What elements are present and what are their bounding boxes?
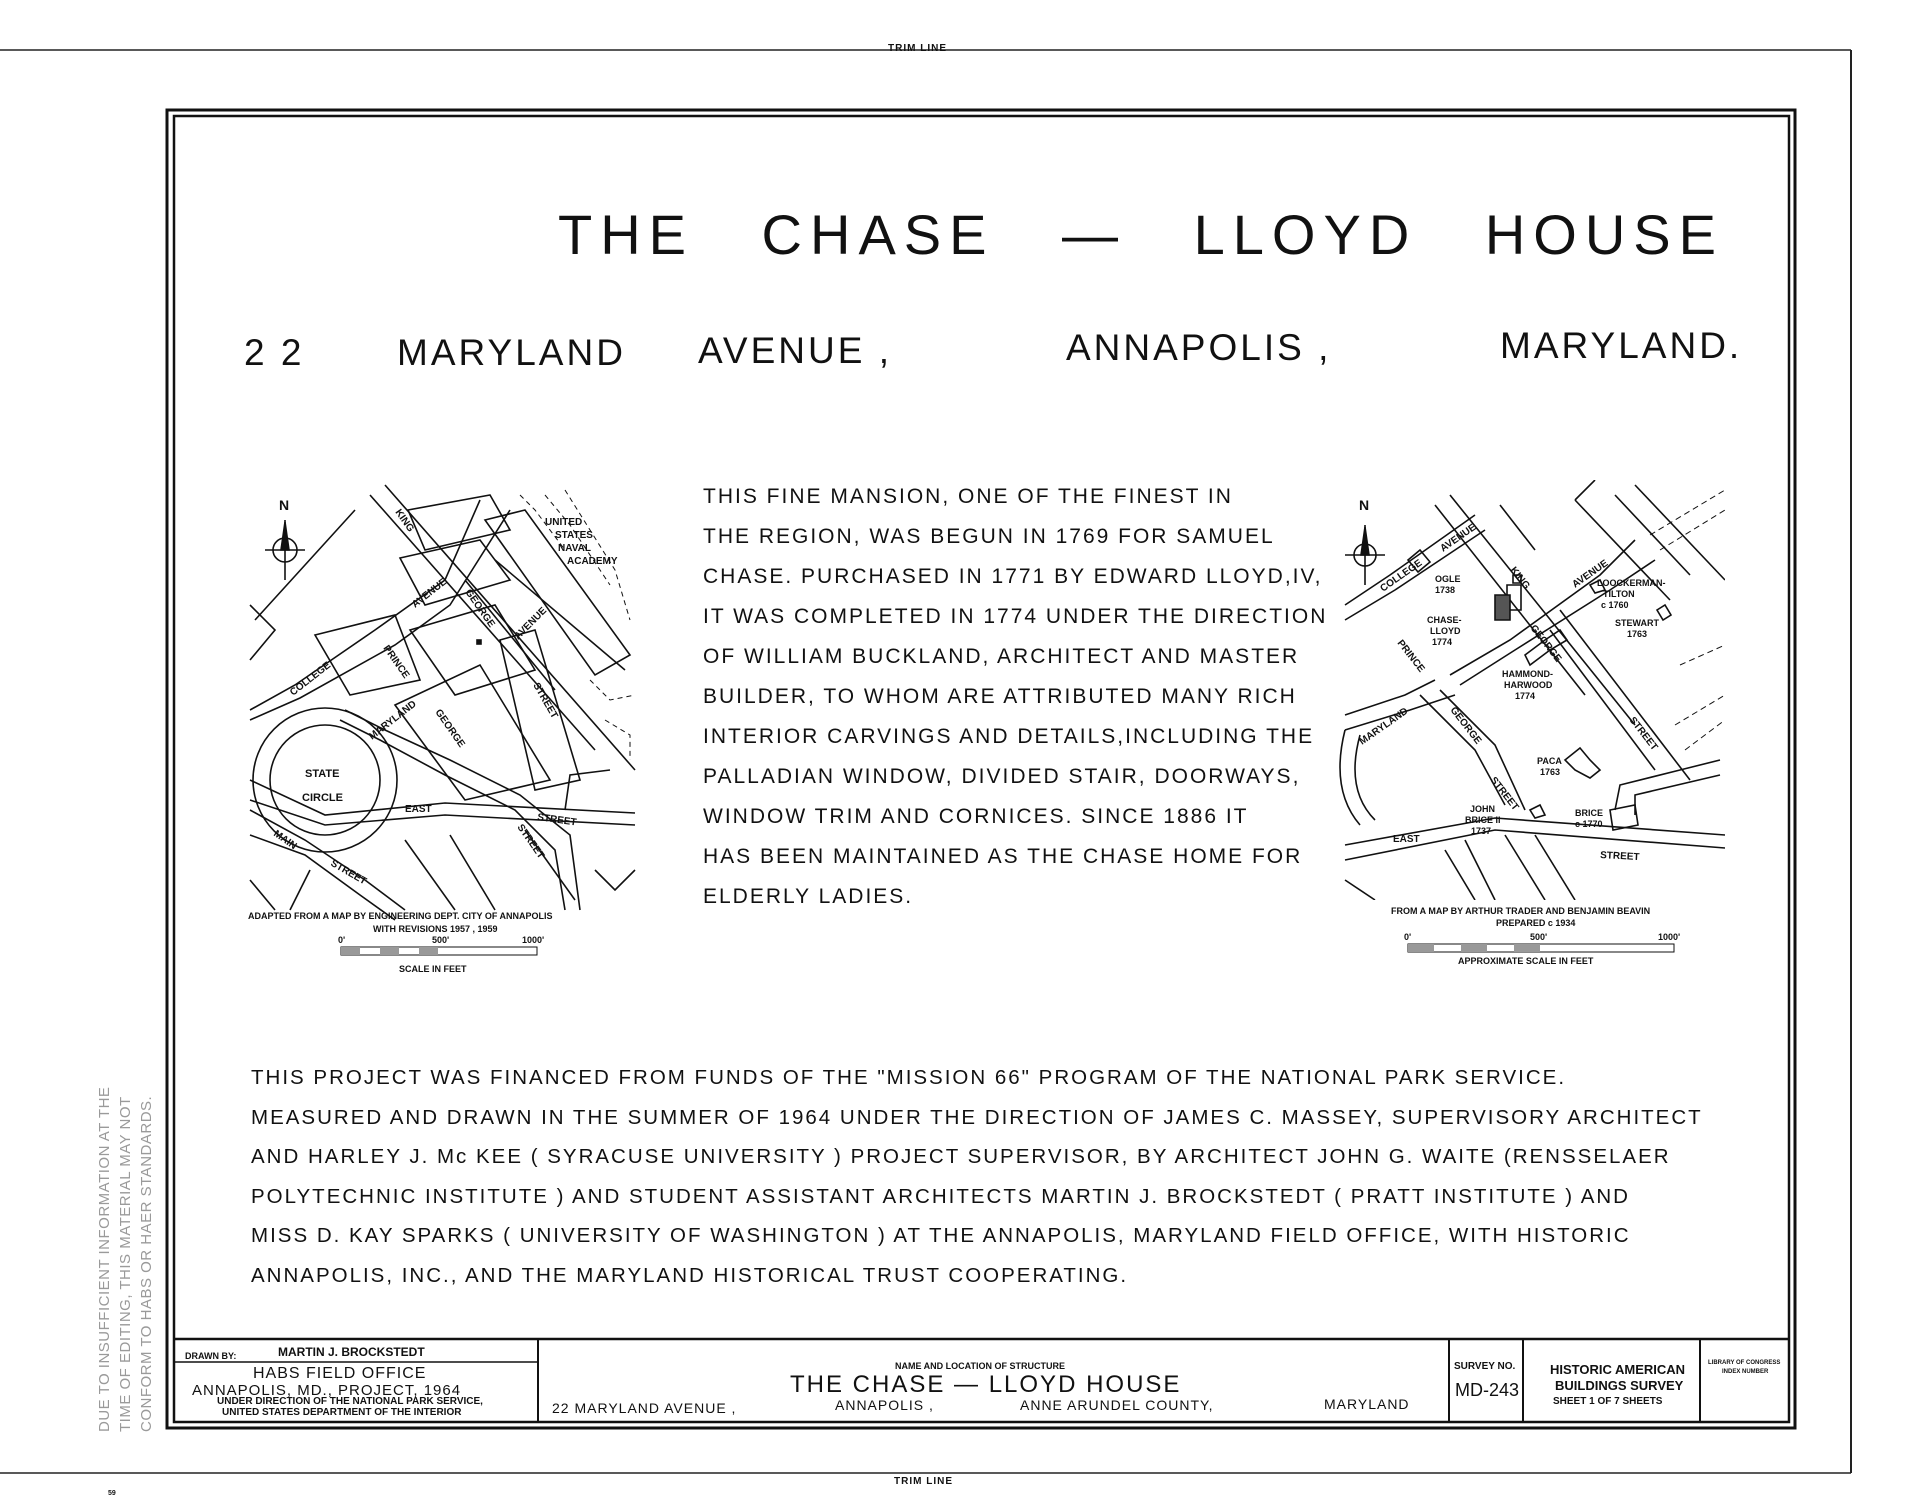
left-map-label: STREET bbox=[536, 812, 578, 829]
address-avenue: AVENUE , bbox=[698, 330, 892, 371]
right-scale-tick-1000: 1000' bbox=[1658, 932, 1681, 942]
right-map-label: STREET bbox=[1487, 775, 1521, 813]
trim-line-bottom: TRIM LINE bbox=[894, 1476, 953, 1487]
right-map-label: BRICE bbox=[1575, 808, 1604, 818]
right-map-label: 1774 bbox=[1432, 637, 1453, 647]
right-map-label: 1763 bbox=[1540, 767, 1561, 777]
corner-mark: 59 bbox=[108, 1490, 116, 1497]
drawn-by-label: DRAWN BY: bbox=[185, 1351, 237, 1361]
right-map-label: PACA bbox=[1537, 756, 1562, 766]
drawn-by-name: MARTIN J. BROCKSTEDT bbox=[278, 1345, 425, 1359]
description-line: PALLADIAN WINDOW, DIVIDED STAIR, DOORWAYS, bbox=[703, 765, 1301, 788]
right-map-label: OGLE bbox=[1435, 574, 1461, 584]
right-map-label: HAMMOND- bbox=[1502, 669, 1553, 679]
left-scale-tick-1000: 1000' bbox=[522, 935, 545, 945]
habs-office-department: UNITED STATES DEPARTMENT OF THE INTERIOR bbox=[222, 1407, 462, 1418]
right-map-label: TILTON bbox=[1603, 589, 1635, 599]
right-map-label: STREET bbox=[1626, 715, 1660, 753]
right-map-label: AVENUE bbox=[1570, 557, 1611, 591]
right-scale-tick-500: 500' bbox=[1530, 932, 1548, 942]
project-line: ANNAPOLIS, INC., AND THE MARYLAND HISTORICAL TRUST COOPERATING. bbox=[251, 1263, 1129, 1287]
stamp-line: TIME OF EDITING, THIS MATERIAL MAY NOT bbox=[117, 1096, 134, 1432]
description-line: IT WAS COMPLETED IN 1774 UNDER THE DIRECTION bbox=[703, 605, 1328, 628]
habs-office-direction: UNDER DIRECTION OF THE NATIONAL PARK SERVICE, bbox=[217, 1396, 483, 1407]
description-line: THE REGION, WAS BEGUN IN 1769 FOR SAMUEL bbox=[703, 525, 1275, 548]
right-map-label: GEORGE bbox=[1447, 705, 1484, 747]
right-map-label: HARWOOD bbox=[1504, 680, 1553, 690]
right-map-label: c 1760 bbox=[1601, 600, 1629, 610]
right-scale-label: APPROXIMATE SCALE IN FEET bbox=[1458, 956, 1594, 966]
left-map-caption-2: WITH REVISIONS 1957 , 1959 bbox=[373, 924, 498, 934]
right-map-label: AVENUE bbox=[1438, 521, 1479, 555]
structure-county: ANNE ARUNDEL COUNTY, bbox=[1020, 1397, 1214, 1413]
right-map-label: LOOCKERMAN- bbox=[1597, 578, 1666, 588]
left-map-label: STREET bbox=[530, 681, 560, 721]
right-map-label: BRICE II bbox=[1465, 815, 1501, 825]
project-line: MISS D. KAY SPARKS ( UNIVERSITY OF WASHINGTON ) AT THE ANNAPOLIS, MARYLAND FIELD OFFICE, WITH HISTORIC bbox=[251, 1224, 1631, 1247]
description-line: BUILDER, TO WHOM ARE ATTRIBUTED MANY RICH bbox=[703, 685, 1297, 708]
right-map-label: JOHN bbox=[1470, 804, 1496, 814]
right-map-label: STREET bbox=[1599, 850, 1640, 864]
right-scale-tick-0: 0' bbox=[1404, 932, 1412, 942]
description-line: CHASE. PURCHASED IN 1771 BY EDWARD LLOYD,IV, bbox=[703, 565, 1323, 588]
project-line: MEASURED AND DRAWN IN THE SUMMER OF 1964 UNDER THE DIRECTION OF JAMES C. MASSEY, SUPERVISORY ARCHITECT bbox=[251, 1105, 1703, 1129]
left-scale-tick-0: 0' bbox=[338, 935, 346, 945]
description-line: OF WILLIAM BUCKLAND, ARCHITECT AND MASTER bbox=[703, 645, 1300, 668]
right-map-label: 1763 bbox=[1627, 629, 1648, 639]
left-map-label: STATES bbox=[555, 530, 593, 541]
right-map-label: LLOYD bbox=[1430, 626, 1461, 636]
left-map-label: COLLEGE bbox=[288, 659, 333, 699]
description-line: INTERIOR CARVINGS AND DETAILS,INCLUDING THE bbox=[703, 725, 1315, 748]
right-map-north: N bbox=[1359, 497, 1370, 513]
left-map-label: GEORGE bbox=[432, 707, 467, 750]
left-map-label: STREET bbox=[328, 858, 369, 888]
library-of-congress-label: LIBRARY OF CONGRESS bbox=[1708, 1360, 1781, 1366]
address-number: 2 2 bbox=[244, 332, 305, 373]
address-street: MARYLAND bbox=[397, 332, 626, 373]
left-map-label: ACADEMY bbox=[567, 556, 618, 567]
left-scale-label: SCALE IN FEET bbox=[399, 964, 467, 974]
structure-state: MARYLAND bbox=[1324, 1396, 1410, 1412]
name-location-label: NAME AND LOCATION OF STRUCTURE bbox=[895, 1361, 1065, 1371]
left-scale-tick-500: 500' bbox=[432, 935, 450, 945]
right-map-label: KING bbox=[1507, 565, 1532, 592]
left-map-label: MAIN bbox=[271, 828, 299, 853]
left-map-label: CIRCLE bbox=[302, 792, 343, 804]
stamp-line: CONFORM TO HABS OR HAER STANDARDS. bbox=[138, 1095, 155, 1432]
left-map-label: MARYLAND bbox=[367, 698, 419, 743]
right-map-label: PRINCE bbox=[1394, 638, 1427, 675]
habs-standards-stamp bbox=[94, 1086, 157, 1432]
description-line: HAS BEEN MAINTAINED AS THE CHASE HOME FOR bbox=[703, 845, 1303, 868]
right-map-label: COLLEGE bbox=[1378, 557, 1425, 595]
left-map-label: AVENUE bbox=[410, 576, 450, 611]
description-line: THIS FINE MANSION, ONE OF THE FINEST IN bbox=[703, 485, 1233, 508]
left-map-label: EAST bbox=[405, 804, 432, 815]
right-map-caption-2: PREPARED c 1934 bbox=[1496, 918, 1576, 928]
right-map-label: GEORGE bbox=[1527, 623, 1564, 665]
left-map-label: KING bbox=[392, 507, 416, 535]
left-map-north: N bbox=[279, 497, 290, 513]
right-map-label: c 1770 bbox=[1575, 819, 1603, 829]
right-map-label: EAST bbox=[1393, 834, 1420, 845]
survey-number: MD-243 bbox=[1455, 1380, 1520, 1400]
left-map-label: GEORGE bbox=[462, 587, 497, 630]
sheet-number: SHEET 1 OF 7 SHEETS bbox=[1553, 1396, 1663, 1407]
habs-title-2: BUILDINGS SURVEY bbox=[1555, 1378, 1684, 1393]
left-map-label: PRINCE bbox=[380, 643, 412, 681]
right-map-label: 1774 bbox=[1515, 691, 1536, 701]
left-map-scale-bar bbox=[340, 946, 540, 958]
project-line: THIS PROJECT WAS FINANCED FROM FUNDS OF THE "MISSION 66" PROGRAM OF THE NATIONAL PARK SERVICE. bbox=[251, 1066, 1567, 1089]
structure-name: THE CHASE — LLOYD HOUSE bbox=[790, 1371, 1182, 1398]
right-map-label: MARYLAND bbox=[1357, 705, 1411, 748]
left-map-label: STATE bbox=[305, 768, 340, 780]
right-map-label: 1738 bbox=[1435, 585, 1456, 595]
right-map bbox=[1335, 480, 1725, 900]
left-map-label: NAVAL bbox=[558, 543, 591, 554]
left-map-label: UNITED bbox=[545, 517, 583, 528]
structure-city: ANNAPOLIS , bbox=[835, 1397, 934, 1413]
project-paragraph bbox=[251, 1058, 1703, 1295]
project-line: AND HARLEY J. Mc KEE ( SYRACUSE UNIVERSITY ) PROJECT SUPERVISOR, BY ARCHITECT JOHN G. WAITE (RENSSELAER bbox=[251, 1145, 1671, 1168]
description-paragraph bbox=[703, 477, 1327, 917]
right-map-label: 1737 bbox=[1471, 826, 1492, 836]
project-line: POLYTECHNIC INSTITUTE ) AND STUDENT ASSISTANT ARCHITECTS MARTIN J. BROCKSTEDT ( PRATT INSTITUTE ) AND bbox=[251, 1184, 1630, 1208]
structure-address: 22 MARYLAND AVENUE , bbox=[552, 1400, 737, 1416]
left-map bbox=[235, 480, 645, 980]
trim-line-top: TRIM LINE bbox=[888, 43, 947, 54]
habs-title-1: HISTORIC AMERICAN bbox=[1550, 1362, 1686, 1377]
right-map-scale-bar bbox=[1407, 943, 1677, 955]
right-map-caption: FROM A MAP BY ARTHUR TRADER AND BENJAMIN BEAVIN bbox=[1391, 906, 1651, 916]
stamp-line: DUE TO INSUFFICIENT INFORMATION AT THE bbox=[96, 1086, 113, 1432]
survey-number-label: SURVEY NO. bbox=[1454, 1361, 1516, 1372]
left-map-label: AVENUE bbox=[512, 605, 550, 643]
description-line: ELDERLY LADIES. bbox=[703, 885, 914, 908]
address-state: MARYLAND. bbox=[1500, 325, 1743, 366]
right-map-label: CHASE- bbox=[1427, 615, 1462, 625]
address-city: ANNAPOLIS , bbox=[1066, 327, 1332, 368]
left-map-caption: ADAPTED FROM A MAP BY ENGINEERING DEPT. CITY OF ANNAPOLIS bbox=[248, 911, 553, 921]
index-number-label: INDEX NUMBER bbox=[1722, 1369, 1769, 1375]
page-title: THE CHASE — LLOYD HOUSE bbox=[558, 203, 1724, 266]
right-map-label: STEWART bbox=[1615, 618, 1659, 628]
description-line: WINDOW TRIM AND CORNICES. SINCE 1886 IT bbox=[703, 805, 1249, 828]
habs-office: HABS FIELD OFFICE bbox=[253, 1365, 427, 1382]
left-map-label: STREET bbox=[514, 822, 547, 862]
habs-office-project: ANNAPOLIS, MD., PROJECT, 1964 bbox=[192, 1382, 462, 1399]
